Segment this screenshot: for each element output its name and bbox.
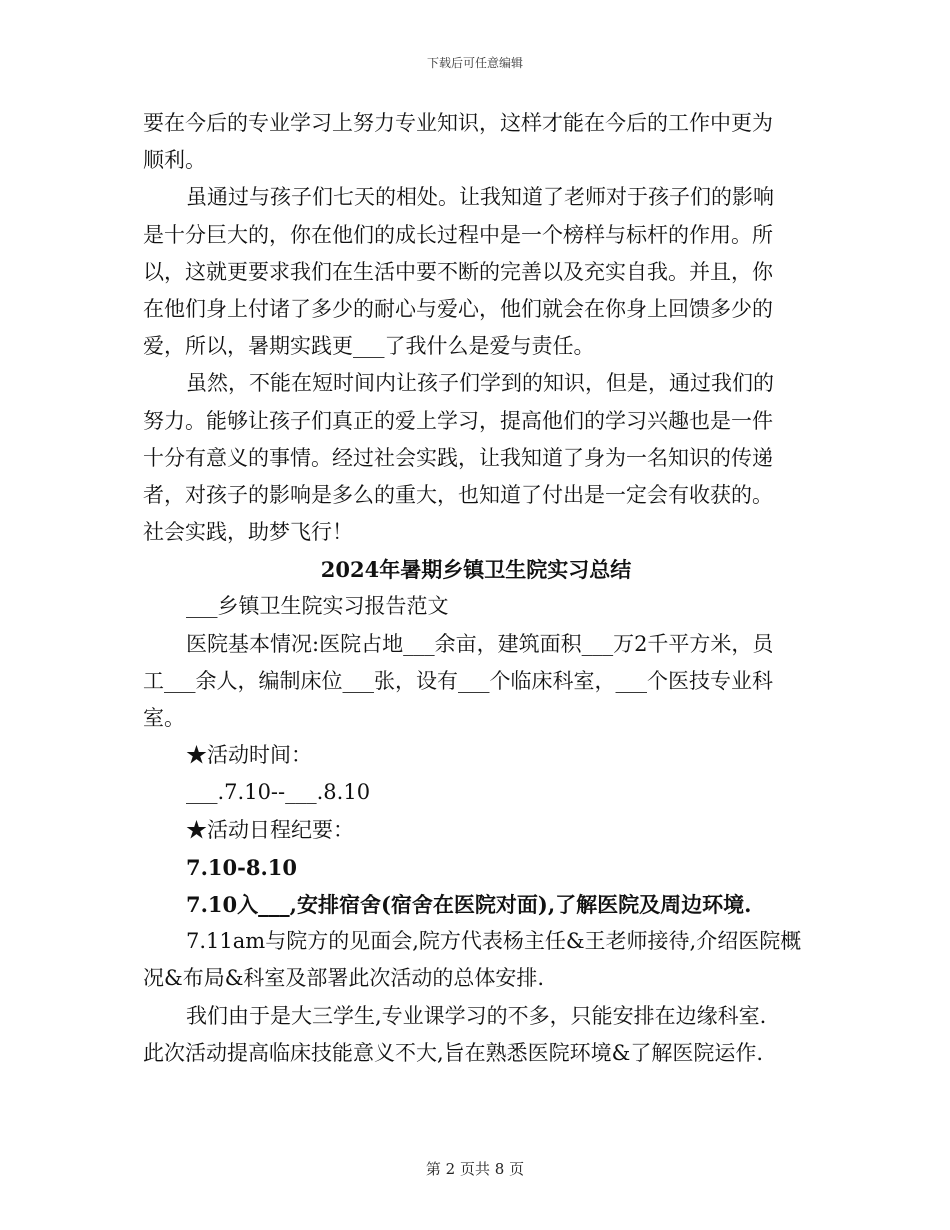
text-line: 以，这就更要求我们在生活中要不断的完善以及充实自我。并且，你 — [143, 259, 773, 284]
section-title: 2024年暑期乡镇卫生院实习总结 — [320, 557, 632, 583]
text-line: 室。 — [143, 706, 185, 730]
text-line: 努力。能够让孩子们真正的爱上学习，提高他们的学习兴趣也是一件 — [143, 408, 773, 433]
text-line: 工___余人，编制床位___张，设有___个临床科室，___个医技专业科 — [143, 668, 773, 693]
text-line: 爱，所以，暑期实践更___了我什么是爱与责任。 — [143, 334, 595, 359]
document-body — [143, 105, 809, 1072]
text-line: ___乡镇卫生院实习报告范文 — [186, 594, 449, 619]
text-line: 7.11am与院方的见面会,院方代表杨主任&王老师接待,介绍医院概 — [186, 929, 802, 954]
page-footer: 第 2 页共 8 页 — [425, 1160, 525, 1178]
text-line: 十分有意义的事情。经过社会实践，让我知道了身为一名知识的传递 — [143, 445, 773, 470]
text-line: 7.10入___,安排宿舍(宿舍在医院对面),了解医院及周边环境. — [186, 891, 752, 917]
text-line: 此次活动提高临床技能意义不大,旨在熟悉医院环境&了解医院运作. — [143, 1040, 764, 1065]
text-line: 在他们身上付诸了多少的耐心与爱心，他们就会在你身上回馈多少的 — [143, 296, 773, 321]
text-line: 我们由于是大三学生,专业课学习的不多，只能安排在边缘科室. — [186, 1003, 767, 1028]
text-line: 虽通过与孩子们七天的相处。让我知道了老师对于孩子们的影响 — [186, 185, 774, 210]
text-line: 是十分巨大的，你在他们的成长过程中是一个榜样与标杆的作用。所 — [143, 222, 773, 247]
text-line: 7.10-8.10 — [186, 854, 298, 880]
text-line: ___.7.10--___.8.10 — [186, 780, 371, 805]
text-line: 况&布局&科室及部署此次活动的总体安排. — [143, 966, 545, 991]
text-line: 者，对孩子的影响是多么的重大，也知道了付出是一定会有收获的。 — [143, 482, 773, 507]
text-line: ★活动时间： — [186, 743, 312, 768]
text-line: 虽然，不能在短时间内让孩子们学到的知识，但是，通过我们的 — [186, 371, 774, 396]
text-line: 医院基本情况:医院占地___余亩，建筑面积___万2千平方米，员 — [186, 631, 774, 656]
text-line: 社会实践，助梦飞行！ — [143, 520, 353, 545]
text-line: 顺利。 — [143, 148, 206, 173]
page-header: 下载后可任意编辑 — [426, 56, 523, 70]
text-line: ★活动日程纪要： — [186, 817, 354, 842]
text-line: 要在今后的专业学习上努力专业知识，这样才能在今后的工作中更为 — [143, 111, 773, 135]
